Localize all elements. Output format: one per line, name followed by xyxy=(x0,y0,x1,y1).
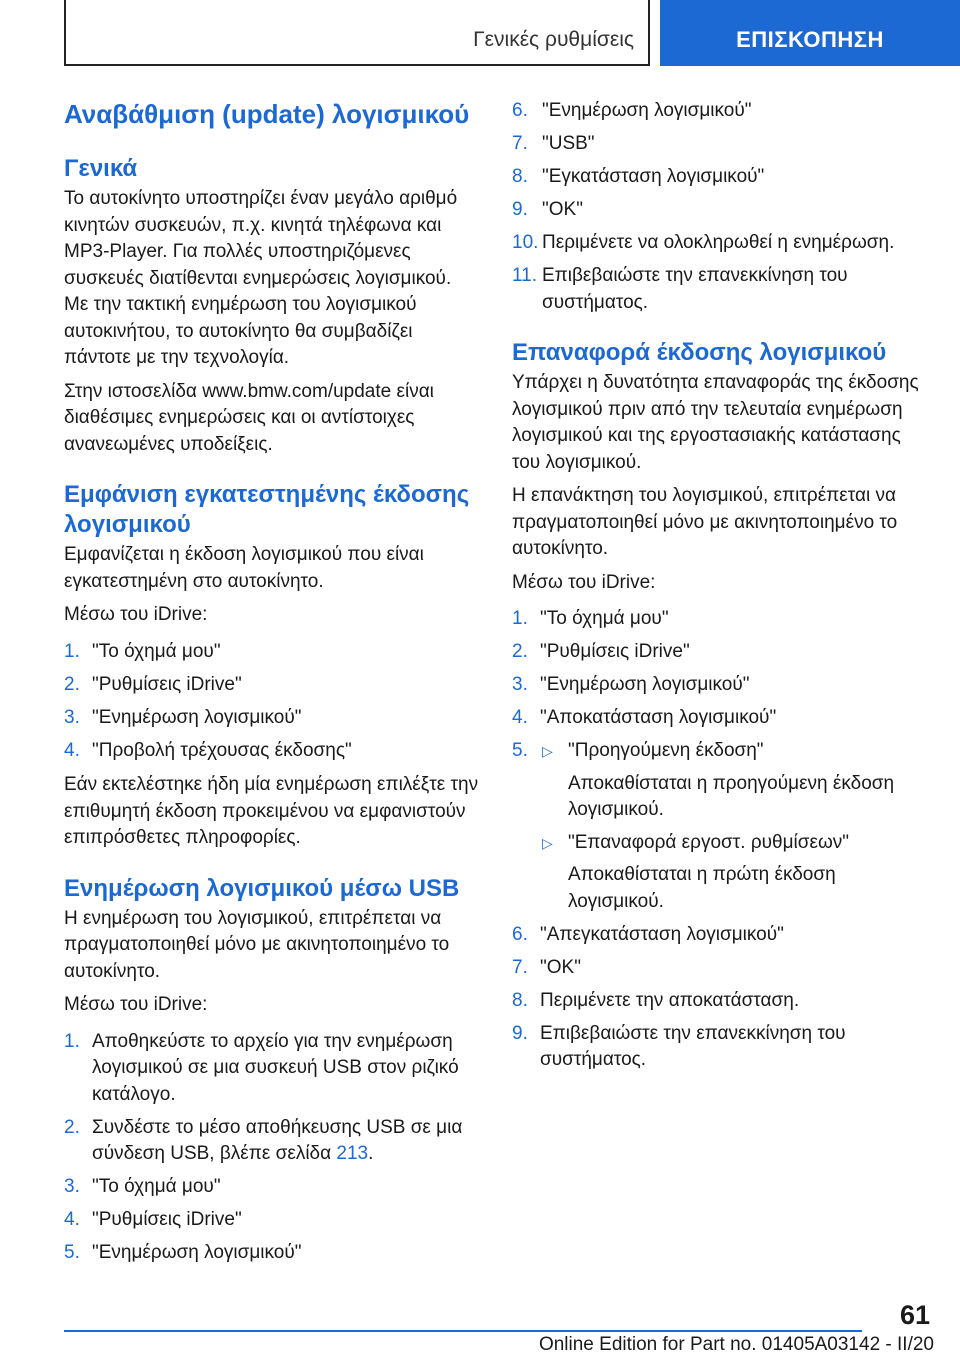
list-item xyxy=(64,639,480,666)
restore-paragraph-2: Η επανάκτηση του λογισμικού, επιτρέπεται να πραγματοποιηθεί μόνο με ακινητοποιημένο το αυτοκίνητο. xyxy=(512,485,898,559)
step-text: "Ενημέρωση λογισμικού" xyxy=(542,100,752,121)
list-item xyxy=(512,197,930,224)
list-item xyxy=(512,606,930,633)
list-item xyxy=(512,1021,930,1074)
step-text: "Ρυθμίσεις iDrive" xyxy=(540,641,690,662)
step-text: Συνδέστε το μέσο αποθήκευσης USB σε μια σύνδεση USB, βλέπε σελίδα xyxy=(92,1116,463,1164)
step-text: "Αποκατάσταση λογισμικού" xyxy=(540,707,777,728)
section-title: ΕΠΙΣΚΟΠΗΣΗ xyxy=(736,27,884,52)
step-text: "Ενημέρωση λογισμικού" xyxy=(92,706,302,728)
step-number: 6. xyxy=(512,923,528,945)
step-number: 8. xyxy=(512,166,528,187)
step-text: Επιβεβαιώστε την επανεκκίνηση του συστήματος. xyxy=(542,265,848,313)
step-number: 9. xyxy=(512,199,528,220)
restore-option xyxy=(540,830,930,916)
step-text-end: . xyxy=(368,1143,374,1164)
triangle-right-icon: ▷ xyxy=(542,743,553,759)
page-title: Αναβάθμιση (update) λογισμικού xyxy=(64,99,470,129)
left-column xyxy=(64,98,480,1275)
restore-option xyxy=(540,738,930,824)
step-number: 7. xyxy=(512,956,528,978)
step-text: "Ενημέρωση λογισμικού" xyxy=(92,1242,302,1263)
step-number: 9. xyxy=(512,1022,528,1044)
display-steps-list xyxy=(64,639,480,765)
heading-usb-update: Ενημέρωση λογισμικού μέσω USB xyxy=(64,874,460,902)
triangle-right-icon: ▷ xyxy=(542,834,553,851)
step-text: Επιβεβαιώστε την επανεκκίνηση του συστήματος. xyxy=(540,1022,846,1070)
step-number: 1. xyxy=(64,1030,80,1052)
option-label: "Επαναφορά εργοστ. ρυθμίσεων" xyxy=(568,831,850,853)
step-text: "Το όχημά μου" xyxy=(92,640,221,662)
option-label: "Προηγούμενη έκδοση" xyxy=(568,740,764,761)
step-text: Περιμένετε να ολοκληρωθεί η ενημέρωση. xyxy=(542,232,895,253)
step-number: 3. xyxy=(64,1176,80,1197)
list-item xyxy=(64,1029,480,1109)
general-paragraph-1: Το αυτοκίνητο υποστηρίζει έναν μεγάλο αριθμό κινητών συσκευών, π.χ. κινητά τηλέφωνα και MP3-Player. Για πολλές υποστηριζόμενες συσκευές διατίθενται ενημερώσεις λογισμικού. Με την τακτική ενημέρωση του λογισμικού αυτοκινήτου, το αυτοκίνητο θα συμβαδίζει πάντοτε με την τεχνολογία. xyxy=(64,188,458,368)
page-number: 61 xyxy=(899,1300,930,1330)
list-item xyxy=(512,230,930,257)
list-item xyxy=(64,738,480,765)
display-via: Μέσω του iDrive: xyxy=(64,604,208,625)
usb-steps-continued xyxy=(512,98,930,316)
step-text: "Προβολή τρέχουσας έκδοσης" xyxy=(92,739,352,761)
step-number: 2. xyxy=(64,1116,80,1138)
step-number: 2. xyxy=(64,673,80,695)
list-item xyxy=(512,672,930,699)
step-text: "USB" xyxy=(542,133,595,154)
list-item xyxy=(512,131,930,158)
step-number: 11. xyxy=(512,265,538,286)
usb-via: Μέσω του iDrive: xyxy=(64,994,208,1015)
heading-display-version: Εμφάνιση εγκατεστημένης έκδοσης λογισμικού xyxy=(64,481,470,538)
step-number: 6. xyxy=(512,100,528,121)
step-text: "Ρυθμίσεις iDrive" xyxy=(92,1209,242,1230)
step-number: 4. xyxy=(64,1209,80,1230)
step-number: 4. xyxy=(64,739,80,761)
step-number: 2. xyxy=(512,641,528,662)
list-item xyxy=(512,988,930,1015)
step-text: Αποθηκεύστε το αρχείο για την ενημέρωση λογισμικού σε μια συσκευή USB στον ριζικό κατάλογο. xyxy=(92,1030,459,1105)
right-column xyxy=(512,98,930,1082)
list-item xyxy=(64,1115,480,1168)
display-paragraph-1: Εμφανίζεται η έκδοση λογισμικού που είναι εγκατεστημένη στο αυτοκίνητο. xyxy=(64,544,424,592)
list-item xyxy=(64,705,480,732)
restore-steps-list xyxy=(512,606,930,1074)
heading-general: Γενικά xyxy=(64,155,138,182)
step-number: 7. xyxy=(512,133,528,154)
step-number: 1. xyxy=(64,640,80,662)
option-description: Αποκαθίσταται η προηγούμενη έκδοση λογισμικού. xyxy=(568,772,895,820)
step-text: "Το όχημά μου" xyxy=(540,608,669,629)
chapter-title: Γενικές ρυθμίσεις xyxy=(473,28,634,51)
step-number: 3. xyxy=(512,674,528,695)
list-item xyxy=(64,1207,480,1234)
list-item xyxy=(512,98,930,125)
step-text: Περιμένετε την αποκατάσταση. xyxy=(540,989,800,1011)
page-link[interactable]: 213 xyxy=(336,1143,369,1164)
list-item xyxy=(512,738,930,915)
list-item xyxy=(64,1174,480,1201)
list-item xyxy=(64,672,480,699)
step-text: "Εγκατάσταση λογισμικού" xyxy=(542,166,765,187)
display-paragraph-2: Εάν εκτελέστηκε ήδη μία ενημέρωση επιλέξτε την επιθυμητή έκδοση προκειμένου να εμφανιστούν επιπρόσθετες πληροφορίες. xyxy=(64,774,479,848)
step-text: "OK" xyxy=(542,199,583,220)
section-tab xyxy=(660,0,960,66)
heading-restore-version: Επαναφορά έκδοσης λογισμικού xyxy=(512,339,887,366)
step-number: 8. xyxy=(512,989,528,1011)
footer-edition: Online Edition for Part no. 01405A03142 - II/20 xyxy=(538,1334,934,1355)
step-text: "Ρυθμίσεις iDrive" xyxy=(92,673,242,695)
usb-paragraph-1: Η ενημέρωση του λογισμικού, επιτρέπεται να πραγματοποιηθεί μόνο με ακινητοποιημένο το αυτοκίνητο. xyxy=(64,907,450,982)
restore-via: Μέσω του iDrive: xyxy=(512,571,656,593)
step-number: 3. xyxy=(64,706,80,728)
list-item xyxy=(512,164,930,191)
option-description: Αποκαθίσταται η πρώτη έκδοση λογισμικού. xyxy=(568,864,836,912)
step-number: 5. xyxy=(64,1242,80,1263)
step-text: "Το όχημά μου" xyxy=(92,1176,221,1197)
list-item xyxy=(512,922,930,949)
step-text: "Απεγκατάσταση λογισμικού" xyxy=(540,923,784,945)
list-item xyxy=(512,955,930,982)
step-text: "OK" xyxy=(540,956,581,978)
list-item xyxy=(512,639,930,666)
page-header xyxy=(0,0,960,66)
step-number: 1. xyxy=(512,608,528,629)
general-paragraph-2: Στην ιστοσελίδα www.bmw.com/update είναι διαθέσιμες ενημερώσεις και οι αντίστοιχες ανανεωμένες υποδείξεις. xyxy=(64,380,434,455)
usb-steps-list xyxy=(64,1029,480,1267)
step-number: 10. xyxy=(512,232,539,253)
footer-divider xyxy=(64,1330,862,1332)
list-item xyxy=(64,1240,480,1267)
list-item xyxy=(512,705,930,732)
step-number: 4. xyxy=(512,707,528,728)
restore-paragraph-1: Υπάρχει η δυνατότητα επαναφοράς της έκδοσης λογισμικού πριν από την τελευταία ενημέρωση λογισμικού και της εργοστασιακής κατάστασης του λογισμικού. xyxy=(512,372,919,473)
step-text: "Ενημέρωση λογισμικού" xyxy=(540,674,750,695)
list-item xyxy=(512,263,930,316)
chapter-tab xyxy=(64,0,650,66)
step-number: 5. xyxy=(512,740,528,761)
